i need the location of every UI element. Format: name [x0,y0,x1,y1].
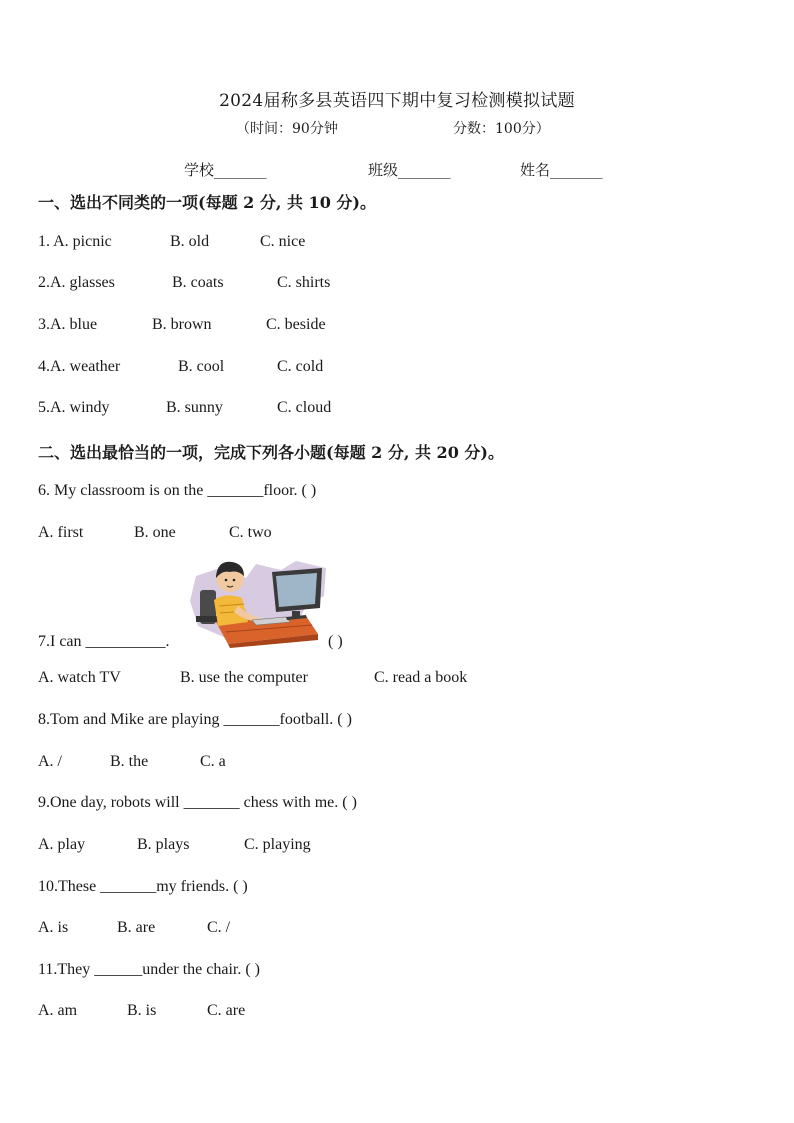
q2-option-a[interactable]: 2.A. glasses [38,274,115,291]
question-9-options [38,836,311,854]
q7-option-b[interactable]: B. use the computer [180,669,308,686]
question-11-stem: 11.They ______under the chair. ( ) [38,961,261,978]
question-11-options [38,1002,245,1020]
question-6-options [38,524,272,542]
q11-option-b[interactable]: B. is [127,1002,157,1019]
q4-option-c[interactable]: C. cold [277,358,324,375]
question-1 [38,233,305,251]
q8-option-b[interactable]: B. the [110,753,149,770]
question-7-answer-paren[interactable]: ( ) [328,633,343,650]
q9-option-c[interactable]: C. playing [244,836,311,853]
time-label: （时间：90分钟 [236,121,338,137]
exam-title: 2024届称多县英语四下期中复习检测模拟试题 [219,91,575,111]
q10-option-a[interactable]: A. is [38,919,69,936]
question-3 [38,316,326,334]
q5-option-c[interactable]: C. cloud [277,399,332,416]
boy-using-computer-illustration [186,556,332,648]
q4-option-b[interactable]: B. cool [178,358,225,375]
score-label: 分数：100分） [453,121,550,137]
q11-option-a[interactable]: A. am [38,1002,78,1019]
question-8-options [38,753,226,771]
question-7-options [38,669,467,687]
q3-option-a[interactable]: 3.A. blue [38,316,98,333]
question-7-stem: 7.I can __________. [38,633,170,650]
question-8-stem: 8.Tom and Mike are playing _______football. ( ) [38,711,352,728]
q8-option-a[interactable]: A. / [38,753,62,770]
q6-option-a[interactable]: A. first [38,524,84,541]
question-6-stem: 6. My classroom is on the _______floor. ( ) [38,482,317,499]
q5-option-b[interactable]: B. sunny [166,399,223,416]
q5-option-a[interactable]: 5.A. windy [38,399,110,416]
q7-option-c[interactable]: C. read a book [374,669,468,686]
q10-option-b[interactable]: B. are [117,919,156,936]
q8-option-c[interactable]: C. a [200,753,226,770]
question-9-stem: 9.One day, robots will _______ chess with me. ( ) [38,794,357,811]
q3-option-b[interactable]: B. brown [152,316,212,333]
section1-heading: 一、选出不同类的一项(每题 2 分, 共 10 分)。 [38,193,376,212]
q4-option-a[interactable]: 4.A. weather [38,358,121,375]
q9-option-b[interactable]: B. plays [137,836,190,853]
q11-option-c[interactable]: C. are [207,1002,246,1019]
q9-option-a[interactable]: A. play [38,836,86,853]
q1-option-c[interactable]: C. nice [260,233,306,250]
q6-option-b[interactable]: B. one [134,524,176,541]
q10-option-c[interactable]: C. / [207,919,231,936]
question-4 [38,358,323,376]
class-field[interactable]: 班级_______ [368,161,451,179]
question-10-stem: 10.These _______my friends. ( ) [38,878,248,895]
q1-option-b[interactable]: B. old [170,233,210,250]
name-field[interactable]: 姓名_______ [520,161,603,179]
question-2 [38,274,330,292]
q1-option-a[interactable]: 1. A. picnic [38,233,112,250]
section2-heading: 二、选出最恰当的一项，完成下列各小题(每题 2 分, 共 20 分)。 [38,443,504,462]
question-10-options [38,919,230,937]
q2-option-b[interactable]: B. coats [172,274,224,291]
school-field[interactable]: 学校_______ [184,161,267,179]
question-5 [38,399,331,417]
q3-option-c[interactable]: C. beside [266,316,326,333]
q2-option-c[interactable]: C. shirts [277,274,331,291]
q6-option-c[interactable]: C. two [229,524,272,541]
q7-option-a[interactable]: A. watch TV [38,669,121,686]
